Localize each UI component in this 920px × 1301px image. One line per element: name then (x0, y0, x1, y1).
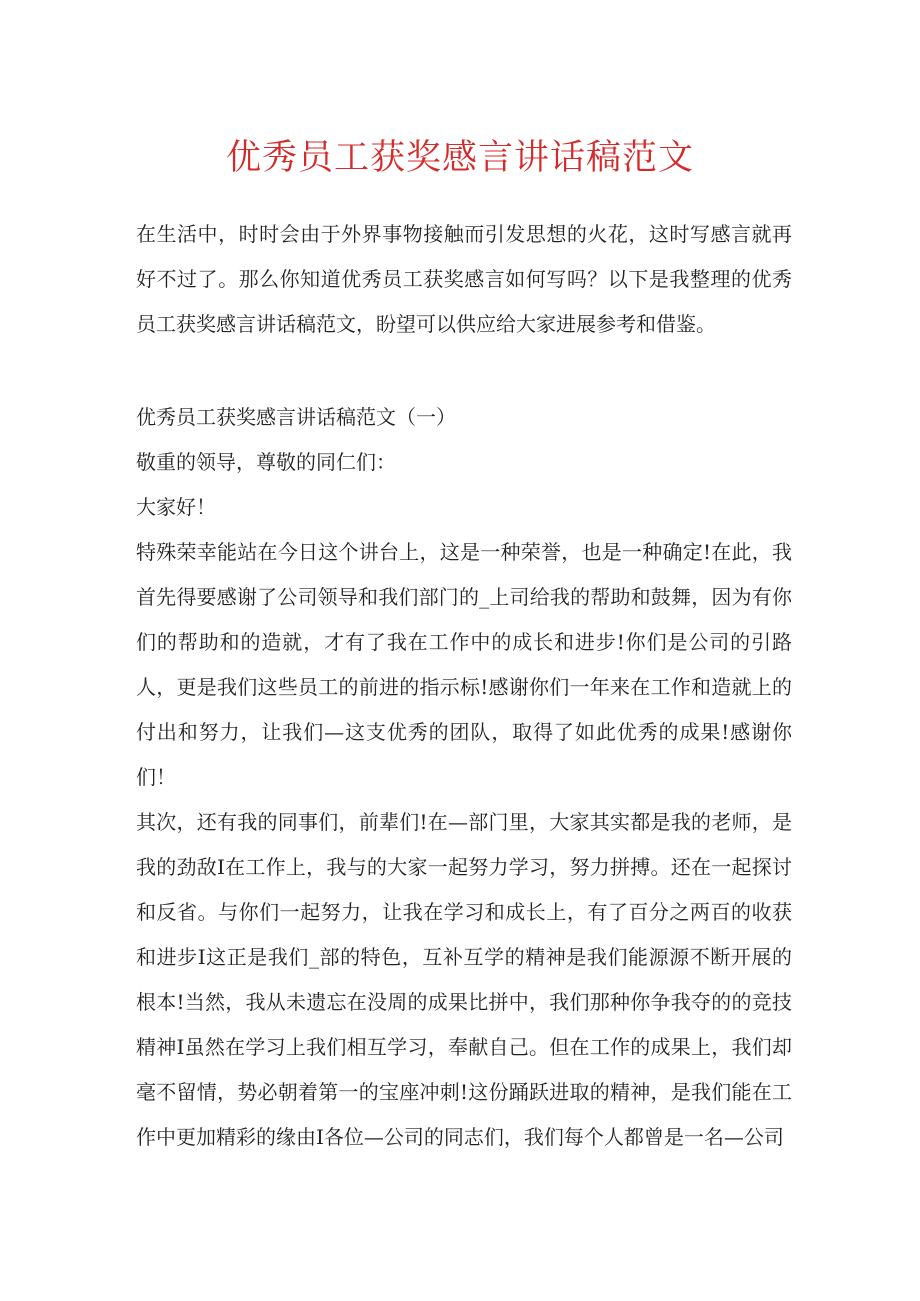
salutation: 敬重的领导，尊敬的同仁们： (136, 450, 396, 474)
body-paragraph-1: 特殊荣幸能站在今日这个讲台上，这是一种荣誉，也是一种确定!在此，我首先得要感谢了公司领导和我们部门的_上司给我的帮助和鼓舞，因为有你们的帮助和的造就，才有了我在工作中的成长和进步!你们是公司的引路人，更是我们这些员工的前进的指示标!感谢你们一年来在工作和造就上的付出和努力，让我们—这支优秀的团队，取得了如此优秀的成果!感谢你们！ (136, 540, 792, 789)
document-body (136, 212, 792, 1160)
intro-paragraph: 在生活中，时时会由于外界事物接触而引发思想的火花，这时写感言就再好不过了。那么你知道优秀员工获奖感言如何写吗？以下是我整理的优秀员工获奖感言讲话稿范文，盼望可以供应给大家进展参考和借鉴。 (136, 222, 792, 336)
paragraph-gap (136, 347, 792, 395)
document-title: 优秀员工获奖感言讲话稿范文 (225, 138, 694, 178)
section-heading: 优秀员工获奖感言讲话稿范文（一） (136, 405, 456, 429)
body-paragraph-2: 其次，还有我的同事们，前辈们!在—部门里，大家其实都是我的老师，是我的劲敌I在工作上，我与的大家一起努力学习，努力拼搏。还在一起探讨和反省。与你们一起努力，让我在学习和成长上，有了百分之两百的收获和进步I这正是我们_部的特色，互补互学的精神是我们能源源不断开展的根本!当然，我从未遗忘在没周的成果比拼中，我们那种你争我夺的的竞技精神I虽然在学习上我们相互学习，奉献自己。但在工作的成果上，我们却毫不留情，势必朝着第一的宝座冲刺!这份踊跃进取的精神，是我们能在工作中更加精彩的缘由I各位—公司的同志们，我们每个人都曾是一名—公司 (136, 810, 792, 1149)
greeting: 大家好！ (136, 495, 216, 519)
